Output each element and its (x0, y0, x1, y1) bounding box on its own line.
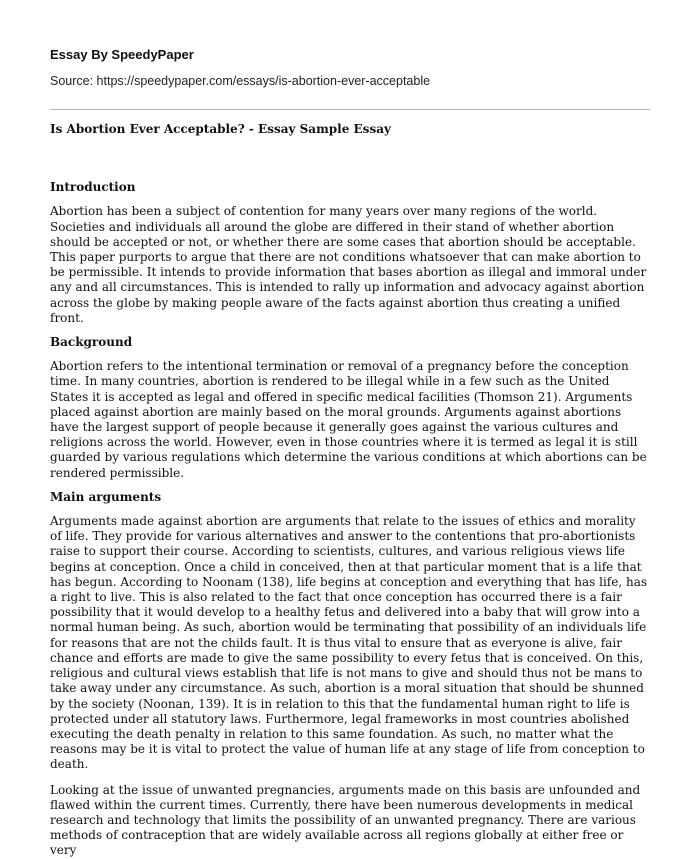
site-title: Essay By SpeedyPaper (50, 47, 194, 62)
heading-main-arguments: Main arguments (50, 489, 162, 504)
essay-body (50, 122, 650, 859)
paragraph-main-arguments-2: Looking at the issue of unwanted pregnancies, arguments made on this basis are unfounded and flawed within the current times. Currently, there have been numerous developments in medical research and technology that limits the possibility of an unwanted pregnancy. There are various methods of contraception that are widely available across all regions globally at either free or very (50, 782, 641, 858)
header-divider (50, 109, 650, 110)
heading-background: Background (50, 335, 133, 350)
paragraph-main-arguments-1: Arguments made against abortion are arguments that relate to the issues of ethics and morality of life. They provide for various alternatives and answer to the contentions that pro-abortionists raise to support their course. According to scientists, cultures, and various religious views life begins at conception. Once a child in conceived, then at that particular moment that is a life that has begun. According to Noonam (138), life begins at conception and everything that has life, has a right to live. This is also related to the fact that once conception has occurred there is a fair possibility that it would develop to a healthy fetus and delivered into a baby that will grow into a normal human being. As such, abortion would be terminating that possibility of an individuals life for reasons that are not the childs fault. It is thus vital to ensure that as everyone is alive, fair chance and efforts are made to give the same possibility to every fetus that is conceived. On this, religious and cultural views establish that life is not mans to give and should thus not be mans to take away under any circumstance. As such, abortion is a moral situation that should be shunned by the society (Noonan, 139). It is in relation to this that the fundamental human right to life is protected under all statutory laws. Furthermore, legal frameworks in most countries abolished executing the death penalty in relation to this same foundation. As such, no matter what the reasons may be it is vital to protect the value of human life at any stage of life from conception to death. (50, 514, 648, 772)
heading-introduction: Introduction (50, 180, 136, 195)
paragraph-introduction: Abortion has been a subject of contention for many years over many regions of the world. Societies and individuals all around the globe are differed in their stand of whether abortion should be accepted or not, or whether there are some cases that abortion should be acceptable. This paper purports to argue that there are not conditions whatsoever that can make abortion to be permissible. It intends to provide information that bases abortion as illegal and immoral under any and all circumstances. This is intended to rally up information and advocacy against abortion across the globe by making people aware of the facts against abortion thus creating a unified front. (50, 204, 647, 325)
source-line: Source: https://speedypaper.com/essays/is-abortion-ever-acceptable (50, 74, 431, 88)
paragraph-background: Abortion refers to the intentional termination or removal of a pregnancy before the conception time. In many countries, abortion is rendered to be illegal while in a few such as the United States it is accepted as legal and offered in specific medical facilities (Thomson 21). Arguments placed against abortion are mainly based on the moral grounds. Arguments against abortions have the largest support of people because it generally goes against the various cultures and religions across the world. However, even in those countries where it is termed as legal it is still guarded by various regulations which determine the various conditions at which abortions can be rendered permissible. (50, 359, 647, 480)
essay-title: Is Abortion Ever Acceptable? - Essay Sample Essay (50, 122, 391, 136)
